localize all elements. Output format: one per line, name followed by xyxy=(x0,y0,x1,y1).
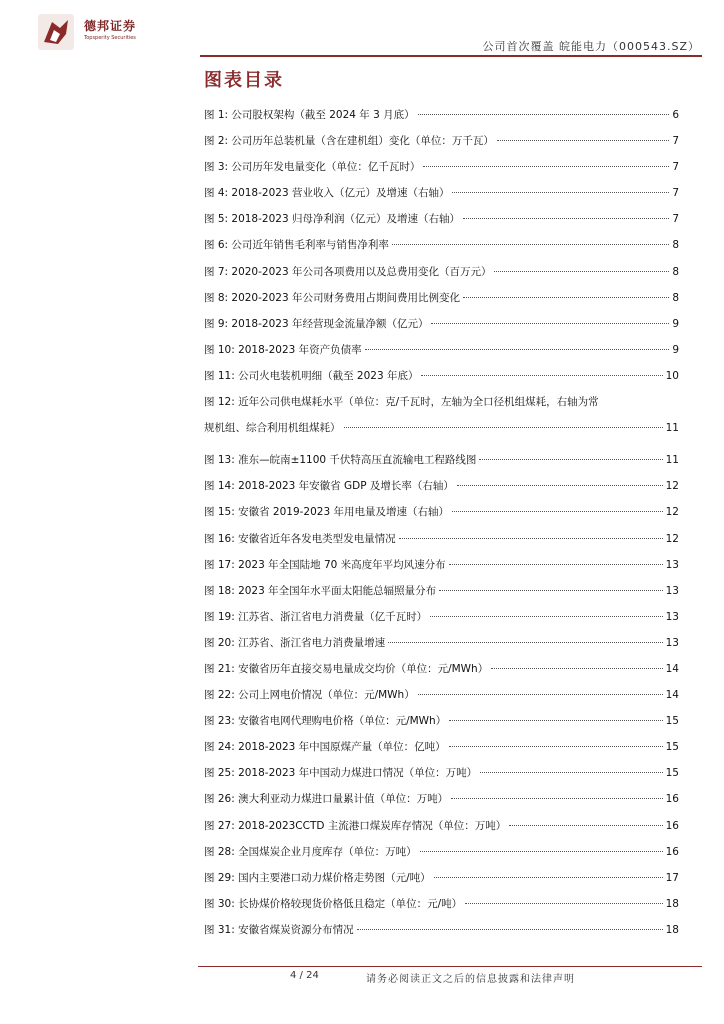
dot-leader xyxy=(494,271,669,272)
toc-item-label: 图 30: 长协煤价格较现货价格低且稳定（单位：元/吨） xyxy=(204,897,463,910)
toc-item[interactable] xyxy=(204,656,679,682)
dot-leader xyxy=(457,485,663,486)
toc-item[interactable] xyxy=(204,259,679,285)
toc-item-label: 图 4: 2018-2023 营业收入（亿元）及增速（右轴） xyxy=(204,187,450,200)
toc-item-page: 17 xyxy=(665,871,679,884)
toc-item-label: 图 10: 2018-2023 年资产负债率 xyxy=(204,343,362,356)
page-number: 4 / 24 xyxy=(290,970,319,981)
toc-item-label: 图 22: 公司上网电价情况（单位：元/MWh） xyxy=(204,689,415,702)
toc-item-label: 图 11: 公司火电装机明细（截至 2023 年底） xyxy=(204,369,419,382)
toc-item[interactable] xyxy=(204,447,679,473)
toc-item[interactable] xyxy=(204,578,679,604)
dot-leader xyxy=(491,668,662,669)
toc-item-label: 图 18: 2023 年全国年水平面太阳能总辐照量分布 xyxy=(204,584,437,597)
toc-item[interactable] xyxy=(204,552,679,578)
footer-disclaimer: 请务必阅读正文之后的信息披露和法律声明 xyxy=(366,974,575,985)
toc-item[interactable] xyxy=(204,102,679,128)
dot-leader xyxy=(449,564,663,565)
toc-list xyxy=(204,102,679,943)
dot-leader xyxy=(479,459,662,460)
toc-item-label: 图 29: 国内主要港口动力煤价格走势图（元/吨） xyxy=(204,871,431,884)
toc-item-label: 图 27: 2018-2023CCTD 主流港口煤炭库存情况（单位：万吨） xyxy=(204,819,507,832)
toc-item-page: 13 xyxy=(665,584,679,597)
toc-item[interactable] xyxy=(204,389,679,447)
dot-leader xyxy=(463,297,669,298)
toc-item-label-continued: 规机组、综合利用机组煤耗） xyxy=(204,422,341,435)
dot-leader xyxy=(344,427,663,428)
toc-item-page: 8 xyxy=(672,239,679,252)
toc-item-label: 图 1: 公司股权架构（截至 2024 年 3 月底） xyxy=(204,109,415,121)
dot-leader xyxy=(423,166,669,167)
toc-item-page: 10 xyxy=(665,369,679,382)
toc-item-page: 14 xyxy=(665,689,679,702)
toc-item-page: 15 xyxy=(665,741,679,754)
toc-item[interactable] xyxy=(204,682,679,708)
toc-item-page: 18 xyxy=(665,897,679,910)
toc-title: 图表目录 xyxy=(204,70,284,91)
toc-item[interactable] xyxy=(204,891,679,917)
logo-mark-icon xyxy=(38,14,74,50)
toc-item-page: 14 xyxy=(665,662,679,675)
toc-item-label: 图 2: 公司历年总装机量（含在建机组）变化（单位：万千瓦） xyxy=(204,135,494,148)
toc-item-label: 图 16: 安徽省近年各发电类型发电量情况 xyxy=(204,532,396,545)
toc-item-label: 图 6: 公司近年销售毛利率与销售净利率 xyxy=(204,239,389,252)
toc-item-label: 图 26: 澳大利亚动力煤进口量累计值（单位：万吨） xyxy=(204,793,449,806)
toc-item[interactable] xyxy=(204,760,679,786)
logo-text-cn: 德邦证券 xyxy=(84,19,137,33)
toc-item[interactable] xyxy=(204,337,679,363)
toc-item-page: 16 xyxy=(665,819,679,832)
dot-leader xyxy=(497,140,669,141)
toc-item-page: 7 xyxy=(672,187,679,200)
dot-leader xyxy=(463,218,669,219)
dot-leader xyxy=(449,720,662,721)
toc-item-label: 图 31: 安徽省煤炭资源分布情况 xyxy=(204,923,354,936)
toc-item-label: 图 7: 2020-2023 年公司各项费用以及总费用变化（百万元） xyxy=(204,265,492,278)
dot-leader xyxy=(509,825,662,826)
page-header xyxy=(0,0,724,60)
dot-leader xyxy=(421,375,662,376)
toc-item[interactable] xyxy=(204,154,679,180)
toc-item-label: 图 28: 全国煤炭企业月度库存（单位：万吨） xyxy=(204,845,417,858)
dot-leader xyxy=(452,511,663,512)
header-divider xyxy=(200,55,702,57)
dot-leader xyxy=(439,590,662,591)
toc-item-page: 11 xyxy=(665,454,679,467)
toc-item-page: 13 xyxy=(665,636,679,649)
toc-item-label: 图 25: 2018-2023 年中国动力煤进口情况（单位：万吨） xyxy=(204,767,478,780)
toc-item[interactable] xyxy=(204,526,679,552)
toc-item[interactable] xyxy=(204,708,679,734)
toc-item-label: 图 19: 江苏省、浙江省电力消费量（亿千瓦时） xyxy=(204,610,428,623)
toc-item-label: 图 21: 安徽省历年直接交易电量成交均价（单位：元/MWh） xyxy=(204,662,489,675)
dot-leader xyxy=(418,694,663,695)
dot-leader xyxy=(420,851,663,852)
toc-item-label: 图 5: 2018-2023 归母净利润（亿元）及增速（右轴） xyxy=(204,213,460,226)
footer-divider xyxy=(198,966,702,967)
toc-item-page: 7 xyxy=(672,213,679,226)
dot-leader xyxy=(452,192,669,193)
logo-text-en: Topsperity Securities xyxy=(84,35,136,41)
dot-leader xyxy=(399,538,663,539)
toc-item-page: 6 xyxy=(672,109,679,121)
toc-item[interactable] xyxy=(204,206,679,232)
toc-item-page: 15 xyxy=(665,715,679,728)
dot-leader xyxy=(480,772,662,773)
toc-item-page: 12 xyxy=(665,532,679,545)
toc-item-page: 13 xyxy=(665,558,679,571)
toc-item[interactable] xyxy=(204,917,679,943)
toc-item[interactable] xyxy=(204,786,679,812)
toc-item[interactable] xyxy=(204,473,679,499)
dot-leader xyxy=(365,349,670,350)
dot-leader xyxy=(431,323,669,324)
toc-item-page: 16 xyxy=(665,845,679,858)
dot-leader xyxy=(434,877,663,878)
toc-item-page: 16 xyxy=(665,793,679,806)
toc-item[interactable] xyxy=(204,604,679,630)
dot-leader xyxy=(418,114,670,115)
toc-item-page: 7 xyxy=(672,135,679,148)
toc-item-page: 8 xyxy=(672,265,679,278)
toc-item-page: 9 xyxy=(672,343,679,356)
toc-item-page: 15 xyxy=(665,767,679,780)
toc-item[interactable] xyxy=(204,128,679,154)
toc-item[interactable] xyxy=(204,630,679,656)
toc-item[interactable] xyxy=(204,813,679,839)
toc-item-label: 图 23: 安徽省电网代理购电价格（单位：元/MWh） xyxy=(204,715,447,728)
toc-item-label: 图 9: 2018-2023 年经营现金流量净额（亿元） xyxy=(204,317,429,330)
dot-leader xyxy=(388,642,663,643)
toc-item-label: 图 15: 安徽省 2019-2023 年用电量及增速（右轴） xyxy=(204,506,449,519)
toc-item-page: 13 xyxy=(665,610,679,623)
toc-item-page: 9 xyxy=(672,317,679,330)
toc-item-page: 11 xyxy=(665,422,679,435)
toc-item-page: 18 xyxy=(665,923,679,936)
toc-item[interactable] xyxy=(204,865,679,891)
toc-item-label: 图 12: 近年公司供电煤耗水平（单位：克/千瓦时，左轴为全口径机组煤耗，右轴为常 xyxy=(204,396,599,409)
toc-item[interactable] xyxy=(204,499,679,525)
toc-item-page: 7 xyxy=(672,161,679,174)
toc-item-page: 12 xyxy=(665,506,679,519)
toc-item[interactable] xyxy=(204,734,679,760)
toc-item-label: 图 13: 准东—皖南±1100 千伏特高压直流输电工程路线图 xyxy=(204,454,477,467)
toc-item-page: 12 xyxy=(665,480,679,493)
toc-item[interactable] xyxy=(204,232,679,258)
dot-leader xyxy=(392,244,669,245)
report-header-title: 公司首次覆盖 皖能电力（000543.SZ） xyxy=(482,40,700,53)
dot-leader xyxy=(449,746,663,747)
dot-leader xyxy=(357,929,663,930)
toc-item-label: 图 17: 2023 年全国陆地 70 米高度年平均风速分布 xyxy=(204,558,446,571)
company-logo xyxy=(38,14,150,50)
toc-item[interactable] xyxy=(204,839,679,865)
toc-item-label: 图 3: 公司历年发电量变化（单位：亿千瓦时） xyxy=(204,161,421,174)
toc-item-label: 图 20: 江苏省、浙江省电力消费量增速 xyxy=(204,636,386,649)
toc-item-label: 图 24: 2018-2023 年中国原煤产量（单位：亿吨） xyxy=(204,741,446,754)
dot-leader xyxy=(430,616,663,617)
toc-item-page: 8 xyxy=(672,291,679,304)
dot-leader xyxy=(465,903,663,904)
toc-item[interactable] xyxy=(204,180,679,206)
toc-item-label: 图 8: 2020-2023 年公司财务费用占期间费用比例变化 xyxy=(204,291,460,304)
toc-item[interactable] xyxy=(204,311,679,337)
toc-item-label: 图 14: 2018-2023 年安徽省 GDP 及增长率（右轴） xyxy=(204,480,454,493)
toc-item[interactable] xyxy=(204,285,679,311)
toc-item[interactable] xyxy=(204,363,679,389)
dot-leader xyxy=(451,798,663,799)
